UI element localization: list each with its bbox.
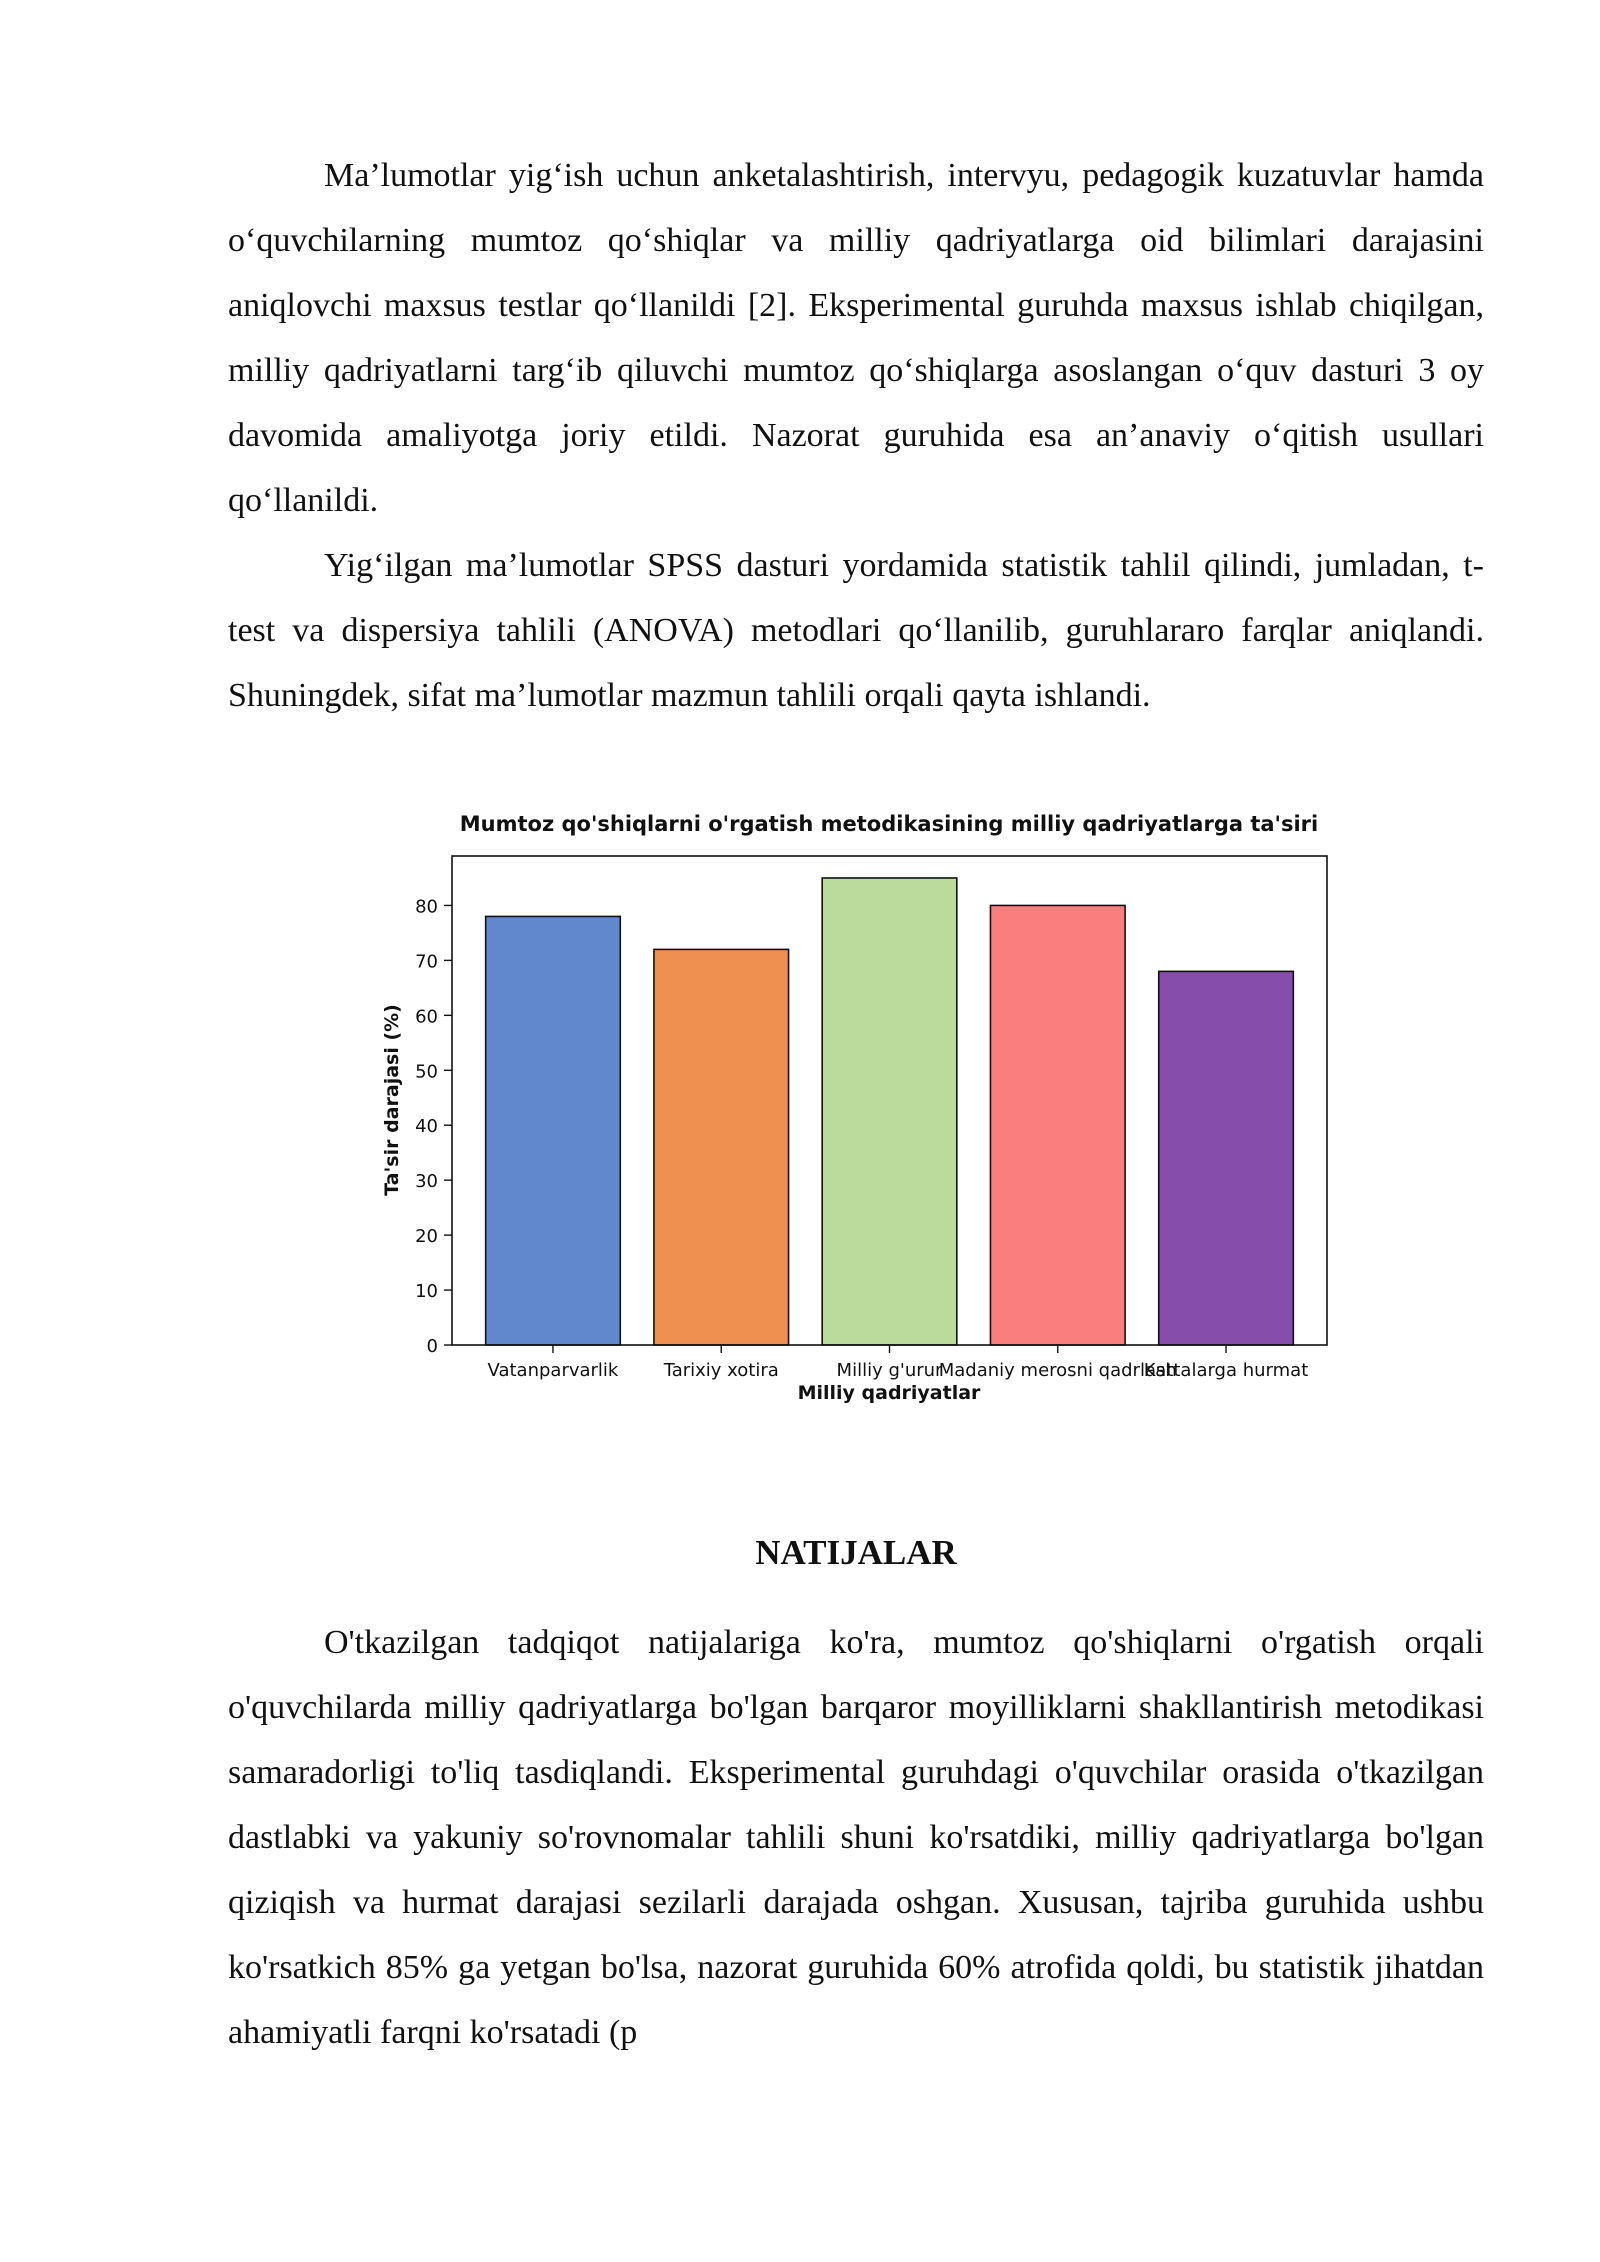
y-tick-label: 20 [415,1226,438,1248]
y-tick-label: 50 [415,1061,438,1083]
chart-title: Mumtoz qo'shiqlarni o'rgatish metodikasining milliy qadriyatlarga ta'siri [459,812,1319,836]
x-axis-label: Milliy qadriyatlar [797,1382,981,1404]
bar [1159,971,1294,1345]
y-axis [415,896,452,1357]
bar [822,878,957,1345]
bars [486,878,1294,1345]
y-tick-label: 70 [415,951,438,973]
y-tick-label: 30 [415,1171,438,1193]
x-tick-label: Tarixiy xotira [663,1360,779,1381]
x-tick-label: Madaniy merosni qadrlash [938,1360,1177,1381]
bar [486,916,621,1345]
y-tick-label: 10 [415,1281,438,1303]
bar [654,949,789,1345]
methods-text [228,143,1484,728]
y-axis-label: Ta'sir darajasi (%) [381,1004,403,1196]
y-tick-label: 60 [415,1006,438,1028]
y-tick-label: 40 [415,1116,438,1138]
x-tick-label: Kattalarga hurmat [1143,1360,1309,1381]
plot-frame [452,856,1327,1345]
paragraph: O'tkazilgan tadqiqot natijalariga ko'ra, mumtoz qo'shiqlarni o'rgatish orqali o'quvchilarda milliy qadriyatlarga bo'lgan barqaror moyilliklarni shakllantirish metodikasi samaradorligi to'liq tasdiqlandi. Eksperimental guruhdagi o'quvchilar orasida o'tkazilgan dastlabki va yakuniy so'rovnomalar tahlili shuni ko'rsatdiki, milliy qadriyatlarga bo'lgan qiziqish va hurmat darajasi sezilarli darajada oshgan. Xususan, tajriba guruhida ushbu ko'rsatkich 85% ga yetgan bo'lsa, nazorat guruhida 60% atrofida qoldi, bu statistik jihatdan ahamiyatli farqni ko'rsatadi (p [228,1624,1484,2051]
results-text [228,1610,1484,2065]
paragraph: Ma’lumotlar yig‘ish uchun anketalashtirish, intervyu, pedagogik kuzatuvlar hamda o‘quvchilarning mumtoz qo‘shiqlar va milliy qadriyatlarga oid bilimlari darajasini aniqlovchi maxsus testlar qo‘llanildi [2]. Eksperimental guruhda maxsus ishlab chiqilgan, milliy qadriyatlarni targ‘ib qiluvchi mumtoz qo‘shiqlarga asoslangan o‘quv dasturi 3 oy davomida amaliyotga joriy etildi. Nazorat guruhida esa an’anaviy o‘qitish usullari qo‘llanildi. [228,157,1484,519]
x-tick-label: Vatanparvarlik [487,1360,619,1381]
y-tick-label: 0 [426,1336,438,1357]
x-axis [488,1345,1309,1381]
x-tick-label: Milliy g'urur [836,1360,943,1381]
paragraph: Yig‘ilgan ma’lumotlar SPSS dasturi yordamida statistik tahlil qilindi, jumladan, t-test va dispersiya tahlili (ANOVA) metodlari qo‘llanilib, guruhlararo farqlar aniqlandi. Shuningdek, sifat ma’lumotlar mazmun tahlili orqali qayta ishlandi. [228,547,1484,714]
y-tick-label: 80 [415,896,438,918]
bar [990,905,1125,1345]
section-heading: NATIJALAR [755,1533,957,1572]
